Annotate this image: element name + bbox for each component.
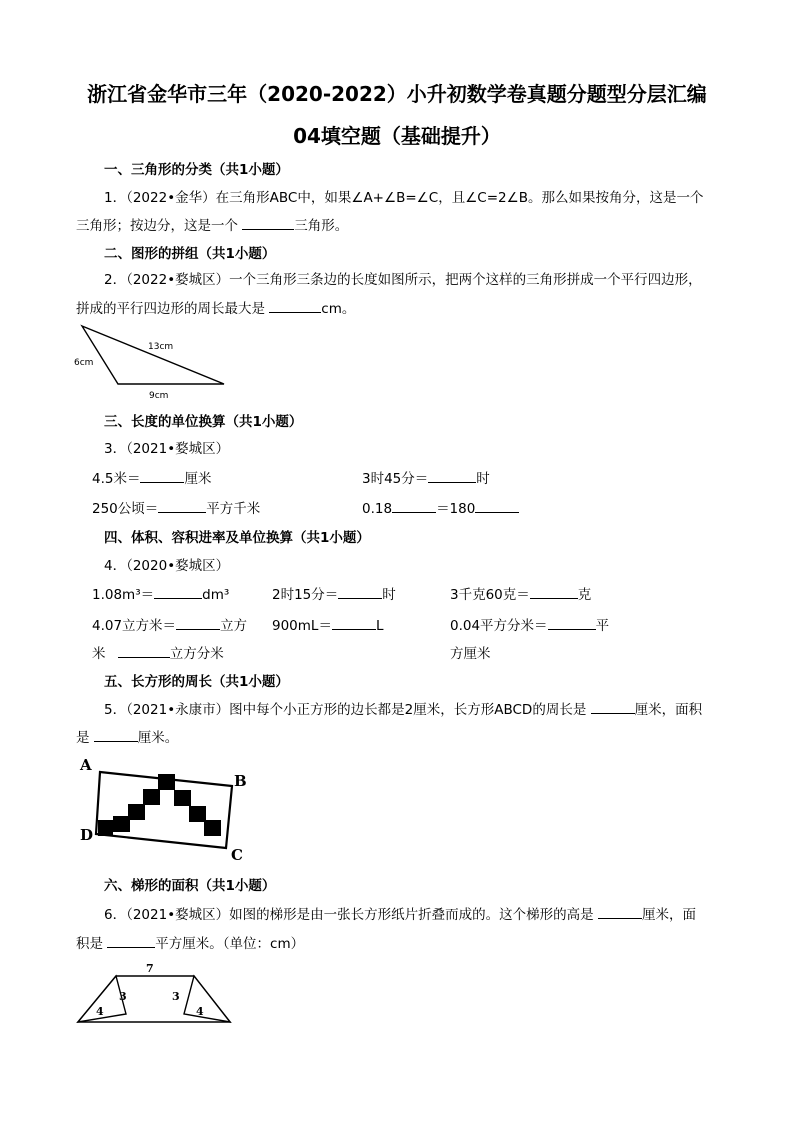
section-heading-6: 六、梯形的面积（共1小题） (104, 878, 276, 894)
staircase-square (128, 804, 145, 820)
section-heading-3: 三、长度的单位换算（共1小题） (104, 414, 303, 430)
question-1-text: 三角形；按边分，这是一个 (76, 218, 238, 234)
question-3-row-1-right (362, 467, 490, 487)
question-4-row-2-a (92, 614, 247, 634)
question-5-line-2 (76, 726, 178, 746)
staircase-square (158, 774, 175, 790)
answer-blank[interactable] (269, 298, 321, 313)
conversion-text: 3千克60克＝ (450, 587, 530, 603)
staircase-square (113, 816, 130, 832)
triangle-side-top-label: 13cm (148, 342, 174, 352)
triangle-figure (70, 318, 240, 400)
question-5-text: 5．（2021•永康市）图中每个小正方形的边长都是2厘米，长方形ABCD的周长是 (104, 702, 587, 718)
question-4-row-3-a (92, 642, 224, 662)
question-2-line-1: 2．（2022•婺城区）一个三角形三条边的长度如图所示，把两个这样的三角形拼成一个平行四边形， (104, 272, 702, 288)
conversion-text: 1.08m³＝ (92, 587, 155, 603)
answer-blank[interactable] (158, 498, 206, 513)
question-5-unit: 厘米。 (137, 730, 179, 746)
question-1-line-1: 1．（2022•金华）在三角形ABC中，如果∠A+∠B=∠C，且∠C=2∠B。那么如果按角分，这是一个 (104, 190, 704, 206)
question-4-row-3-c: 方厘米 (450, 646, 491, 662)
vertex-label-a: A (80, 756, 92, 774)
vertex-label-c: C (231, 846, 243, 864)
question-4-row-1-b (272, 583, 396, 603)
page-subtitle: 04填空题（基础提升） (293, 124, 501, 148)
conversion-text: ＝180 (436, 501, 476, 517)
answer-blank[interactable] (548, 615, 596, 630)
page-title: 浙江省金华市三年（2020-2022）小升初数学卷真题分题型分层汇编 (87, 82, 707, 106)
conversion-unit: 厘米 (184, 471, 212, 487)
conversion-unit: 时 (476, 471, 490, 487)
trapezoid-left-triangle-label: 4 (96, 1005, 104, 1018)
trapezoid-right-fold-label: 3 (172, 990, 180, 1003)
answer-blank[interactable] (94, 727, 138, 742)
question-6-text: 积是 (76, 936, 103, 952)
answer-blank[interactable] (475, 498, 519, 513)
question-6-line-1 (104, 903, 696, 923)
vertex-label-b: B (234, 772, 247, 790)
conversion-unit: dm³ (202, 587, 230, 603)
staircase-square (98, 820, 113, 836)
conversion-text: 250公顷＝ (92, 501, 159, 517)
trapezoid-figure (72, 958, 236, 1028)
conversion-unit: 米 (92, 646, 106, 662)
answer-blank[interactable] (140, 468, 184, 483)
question-4-line: 4．（2020•婺城区） (104, 558, 230, 574)
rectangle-grid-figure (76, 752, 256, 864)
conversion-unit: L (375, 618, 384, 634)
answer-blank[interactable] (530, 584, 578, 599)
question-5-line-1 (104, 698, 702, 718)
question-2-unit: cm。 (321, 301, 356, 317)
question-4-row-1-c (450, 583, 591, 603)
answer-blank[interactable] (176, 615, 220, 630)
question-1-text-end: 三角形。 (294, 218, 349, 234)
question-3-line: 3．（2021•婺城区） (104, 441, 230, 457)
folded-triangle-right (184, 976, 230, 1022)
conversion-text: 2时15分＝ (272, 587, 339, 603)
answer-blank[interactable] (338, 584, 382, 599)
conversion-text: 0.04平方分米＝ (450, 618, 548, 634)
section-heading-1: 一、三角形的分类（共1小题） (104, 162, 289, 178)
staircase-square (204, 820, 221, 836)
staircase-square (189, 806, 206, 822)
triangle-side-left-label: 6cm (74, 358, 94, 368)
conversion-unit: 时 (382, 587, 396, 603)
question-3-row-1-left (92, 467, 211, 487)
conversion-unit: 立方 (220, 618, 248, 634)
question-6-text: 6．（2021•婺城区）如图的梯形是由一张长方形纸片折叠而成的。这个梯形的高是 (104, 907, 594, 923)
trapezoid-right-triangle-label: 4 (196, 1005, 204, 1018)
conversion-text: 3时45分＝ (362, 471, 429, 487)
triangle-side-bottom-label: 9cm (149, 391, 169, 400)
question-2-text: 拼成的平行四边形的周长最大是 (76, 301, 265, 317)
question-6-unit: 平方厘米。（单位：cm） (155, 936, 305, 952)
question-6-line-2 (76, 932, 304, 952)
conversion-text: 0.18 (362, 501, 393, 517)
section-heading-4: 四、体积、容积进率及单位换算（共1小题） (104, 530, 370, 546)
staircase-square (174, 790, 191, 806)
vertex-label-d: D (80, 826, 94, 844)
answer-blank[interactable] (332, 615, 376, 630)
conversion-text: 4.5米＝ (92, 471, 141, 487)
trapezoid-left-fold-label: 3 (119, 990, 127, 1003)
staircase-square (143, 789, 160, 805)
conversion-text: 4.07立方米＝ (92, 618, 177, 634)
triangle-shape (82, 326, 224, 384)
question-4-row-2-c (450, 614, 609, 634)
trapezoid-top-label: 7 (146, 962, 154, 975)
conversion-text: 900mL＝ (272, 618, 332, 634)
answer-blank[interactable] (154, 584, 202, 599)
conversion-unit: 平 (595, 618, 610, 634)
answer-blank[interactable] (107, 933, 155, 948)
question-6-unit: 厘米，面 (641, 907, 696, 923)
section-heading-2: 二、图形的拼组（共1小题） (104, 246, 276, 262)
conversion-unit: 立方分米 (169, 646, 224, 662)
question-1-line-2 (76, 214, 348, 234)
question-5-text: 是 (76, 730, 90, 746)
answer-blank[interactable] (242, 215, 294, 230)
conversion-unit: 平方千米 (206, 501, 261, 517)
section-heading-5: 五、长方形的周长（共1小题） (104, 674, 289, 690)
answer-blank[interactable] (428, 468, 476, 483)
answer-blank[interactable] (392, 498, 436, 513)
answer-blank[interactable] (591, 699, 635, 714)
conversion-unit: 克 (577, 587, 592, 603)
question-2-line-2 (76, 297, 355, 317)
question-3-row-2-right (362, 497, 519, 517)
question-4-row-2-b (272, 614, 383, 634)
answer-blank[interactable] (598, 904, 642, 919)
answer-blank[interactable] (118, 643, 170, 658)
question-5-unit: 厘米，面积 (634, 702, 703, 718)
question-3-row-2-left (92, 497, 260, 517)
question-4-row-1-a (92, 583, 229, 603)
